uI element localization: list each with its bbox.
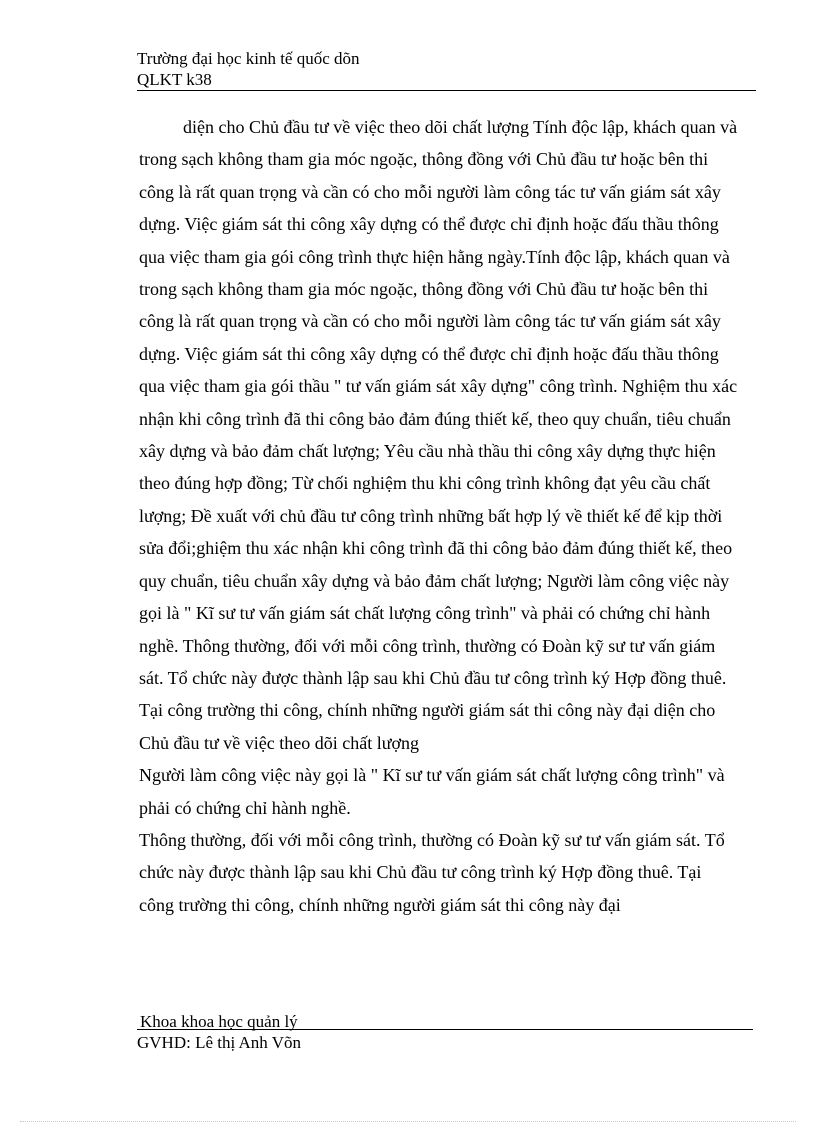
footer-advisor: GVHD: Lê thị Anh Võn xyxy=(137,1033,302,1052)
header-divider xyxy=(137,90,756,91)
document-body xyxy=(139,111,739,921)
page-footer xyxy=(137,1011,756,1053)
header-school: Trường đại học kinh tế quốc dõn xyxy=(137,49,360,68)
page-bottom-edge xyxy=(20,1121,796,1122)
paragraph-1: diện cho Chủ đầu tư về việc theo dõi chất lượng Tính độc lập, khách quan và trong sạch không tham gia móc ngoặc, thông đồng với Chủ đầu tư hoặc bên thi công là rất quan trọng và cần có cho mỗi người làm công tác tư vấn giám sát xây dựng. Việc giám sát thi công xây dựng có thể được chỉ định hoặc đấu thầu thông qua việc tham gia gói công trình thực hiện hằng ngày.Tính độc lập, khách quan và trong sạch không tham gia móc ngoặc, thông đồng với Chủ đầu tư hoặc bên thi công là rất quan trọng và cần có cho mỗi người làm công tác tư vấn giám sát xây dựng. Việc giám sát thi công xây dựng có thể được chỉ định hoặc đấu thầu thông qua việc tham gia gói thầu " tư vấn giám sát xây dựng" công trình. Nghiệm thu xác nhận khi công trình đã thi công bảo đảm đúng thiết kế, theo quy chuẩn, tiêu chuẩn xây dựng và bảo đảm chất lượng; Yêu cầu nhà thầu thi công xây dựng thực hiện theo đúng hợp đồng; Từ chối nghiệm thu khi công trình không đạt yêu cầu chất lượng; Đề xuất với chủ đầu tư công trình những bất hợp lý về thiết kế để kịp thời sửa đổi;ghiệm thu xác nhận khi công trình đã thi công bảo đảm đúng thiết kế, theo quy chuẩn, tiêu chuẩn xây dựng và bảo đảm chất lượng; Người làm công việc này gọi là " Kĩ sư tư vấn giám sát chất lượng công trình" và phải có chứng chỉ hành nghề. Thông thường, đối với mỗi công trình, thường có Đoàn kỹ sư tư vấn giám sát. Tổ chức này được thành lập sau khi Chủ đầu tư công trình ký Hợp đồng thuê. Tại công trường thi công, chính những người giám sát thi công này đại diện cho Chủ đầu tư về việc theo dõi chất lượng xyxy=(139,117,738,753)
page-header xyxy=(137,48,756,90)
footer-divider xyxy=(137,1029,753,1030)
header-class: QLKT k38 xyxy=(137,70,212,89)
paragraph-2: Người làm công việc này gọi là " Kĩ sư tư vấn giám sát chất lượng công trình" và phải có chứng chỉ hành nghề. xyxy=(139,765,725,818)
footer-department: Khoa khoa học quản lý xyxy=(140,1012,298,1031)
paragraph-3: Thông thường, đối với mỗi công trình, thường có Đoàn kỹ sư tư vấn giám sát. Tổ chức này được thành lập sau khi Chủ đầu tư công trình ký Hợp đồng thuê. Tại công trường thi công, chính những người giám sát thi công này đại xyxy=(139,829,725,915)
